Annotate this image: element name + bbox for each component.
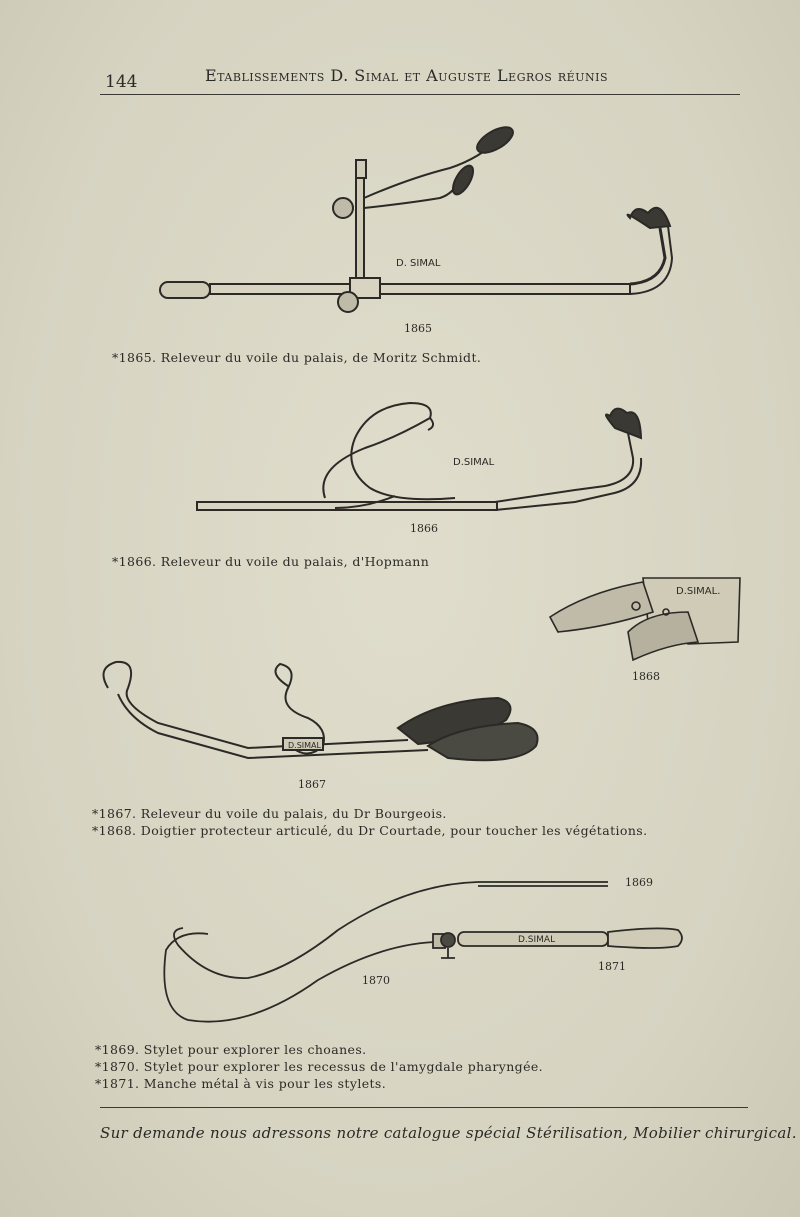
running-title: Etablissements D. Simal et Auguste Legros réunis	[205, 66, 608, 85]
figure-1865-number: 1865	[404, 322, 432, 335]
caption-1869: *1869. Stylet pour explorer les choanes.	[95, 1042, 367, 1057]
page-header	[100, 62, 740, 92]
footer-rule	[100, 1107, 748, 1108]
figure-1870-number: 1870	[362, 974, 390, 987]
figure-1869-number: 1869	[625, 876, 653, 889]
caption-1871: *1871. Manche métal à vis pour les stylets.	[95, 1076, 387, 1091]
caption-1865: *1865. Releveur du voile du palais, de Moritz Schmidt.	[112, 350, 482, 365]
caption-1866: *1866. Releveur du voile du palais, d'Hopmann	[112, 554, 430, 569]
figure-1867-number: 1867	[298, 778, 326, 791]
figure-1867-illustration	[98, 658, 543, 770]
figure-1865-illustration	[150, 118, 680, 318]
figure-1871-engraving: D.SIMAL	[518, 935, 556, 945]
figure-1866-number: 1866	[410, 522, 438, 535]
figure-1871-number: 1871	[598, 960, 626, 973]
figure-1868-number: 1868	[632, 670, 660, 683]
caption-1867: *1867. Releveur du voile du palais, du Dr Bourgeois.	[92, 806, 447, 821]
footer-notice: Sur demande nous adressons notre catalogue spécial Stérilisation, Mobilier chirurgical.	[100, 1124, 797, 1142]
header-rule	[100, 94, 740, 95]
figure-1866-engraving: D.SIMAL	[453, 457, 495, 468]
caption-1870: *1870. Stylet pour explorer les recessus de l'amygdale pharyngée.	[95, 1059, 544, 1074]
figure-1869-1871-illustration	[158, 870, 688, 1032]
caption-1868: *1868. Doigtier protecteur articulé, du Dr Courtade, pour toucher les végétations.	[92, 823, 648, 838]
figure-1866-illustration	[195, 398, 645, 520]
figure-1867-engraving: D.SIMAL	[288, 741, 321, 750]
figure-1868-illustration	[548, 572, 748, 664]
page-number: 144	[105, 72, 138, 92]
figure-1865-engraving: D. SIMAL	[396, 258, 441, 269]
figure-1868-engraving: D.SIMAL.	[676, 586, 721, 597]
